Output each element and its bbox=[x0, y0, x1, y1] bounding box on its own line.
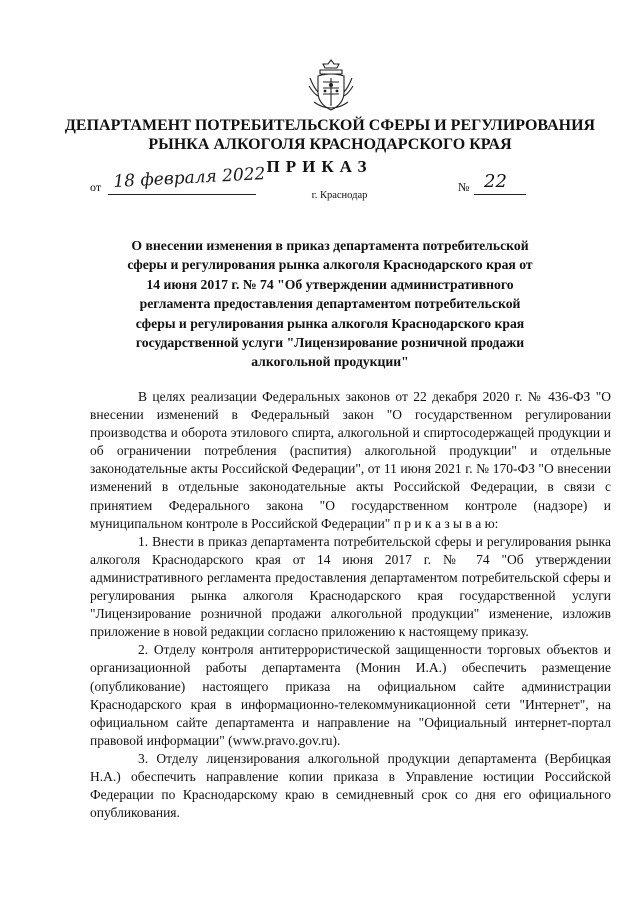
number-prefix: № bbox=[458, 180, 470, 194]
department-line-1: ДЕПАРТАМЕНТ ПОТРЕБИТЕЛЬСКОЙ СФЕРЫ И РЕГУЛИРОВАНИЯ bbox=[64, 117, 596, 134]
coat-of-arms-icon bbox=[306, 56, 356, 114]
document-body bbox=[90, 388, 611, 822]
paragraph-item-2: 2. Отделу контроля антитеррористической защищенности торговых объектов и организационной работы департамента (Монин И.А.) обеспечить размещение (опубликование) настоящего приказа на официальном сайте администрации Краснодарского края в информационно-телекоммуникационной сети "Интернет", на официальном сайте департамента и направление на "Официальный интернет-портал правовой информации" (www.pravo.gov.ru). bbox=[90, 642, 611, 748]
paragraph-item-3: 3. Отделу лицензирования алкогольной продукции департамента (Вербицкая Н.А.) обеспечить направление копии приказа в Управление юстиции Российской Федерации по Краснодарскому краю в семидневный срок со дня его официального опубликования. bbox=[90, 750, 611, 821]
paragraph-preamble: В целях реализации Федеральных законов от 22 декабря 2020 г. № 436-ФЗ "О внесении изменений в Федеральный закон "О государственном регулировании производства и оборота этилового спирта, алкогольной и спиртосодержащей продукции и об ограничении потребления (распития) алкогольной продукции" и отдельные законодательные акты Российской Федерации", от 11 июня 2021 г. № 170-ФЗ "О внесении изменений в отдельные законодательные акты Российской Федерации, в связи с принятием Федерального закона "О государственном контроле (надзоре) и муниципальном контроле в Российской Федерации" п р и к а з ы в а ю: bbox=[90, 389, 611, 531]
handwritten-date: 18 февраля 2022 bbox=[112, 164, 266, 192]
city: г. Краснодар bbox=[311, 190, 368, 201]
date-prefix: от bbox=[90, 180, 102, 194]
department-line-2: РЫНКА АЛКОГОЛЯ КРАСНОДАРСКОГО КРАЯ bbox=[148, 136, 512, 153]
document-title: О внесении изменения в приказ департамента потребительской сферы и регулирования рынка алкоголя Краснодарского края от 14 июня 2017 г. № 74 "Об утверждении административного регламента предоставления департаментом потребительской сферы и регулирования рынка алкоголя Краснодарского края государственной услуги "Лицензирование розничной продажи алкогольной продукции" bbox=[127, 238, 533, 370]
document-type: ПРИКАЗ bbox=[266, 157, 373, 176]
department-name bbox=[60, 116, 600, 154]
handwritten-number: 22 bbox=[484, 171, 507, 192]
paragraph-item-1: 1. Внести в приказ департамента потребительской сферы и регулирования рынка алкоголя Краснодарского края от 14 июня 2017 г. № 74 "Об утверждении административного регламента предоставления департаментом потребительской сферы и регулирования рынка алкоголя Краснодарского края государственной услуги "Лицензирование розничной продажи алкогольной продукции" изменение, изложив приложение в новой редакции согласно приложению к настоящему приказу. bbox=[90, 533, 611, 640]
